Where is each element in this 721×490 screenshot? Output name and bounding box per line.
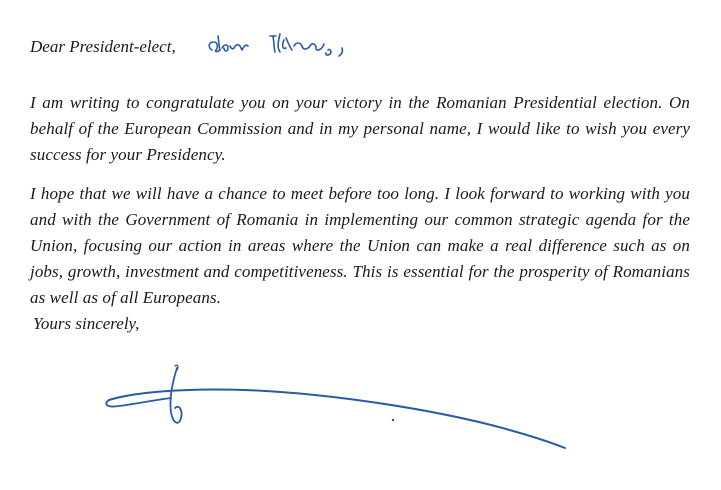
paragraph-cooperation: I hope that we will have a chance to meet before too long. I look forward to working with you and with the Government of Romania in implementing our common strategic agenda for the Union, focusing our action in areas where the Union can make a real difference such as on jobs, growth, investment and competitiveness. This is essential for the prosperity of Romanians as well as of all Europeans. — [30, 184, 690, 307]
handwritten-greeting — [204, 28, 364, 62]
paragraph-congratulations: I am writing to congratulate you on your victory in the Romanian Presidential election. On behalf of the European Commission and in my personal name, I would like to wish you every success for your Presidency. — [30, 93, 690, 164]
salutation: Dear President-elect, — [30, 37, 176, 56]
closing: Yours sincerely, — [33, 314, 140, 333]
signature — [95, 360, 575, 470]
